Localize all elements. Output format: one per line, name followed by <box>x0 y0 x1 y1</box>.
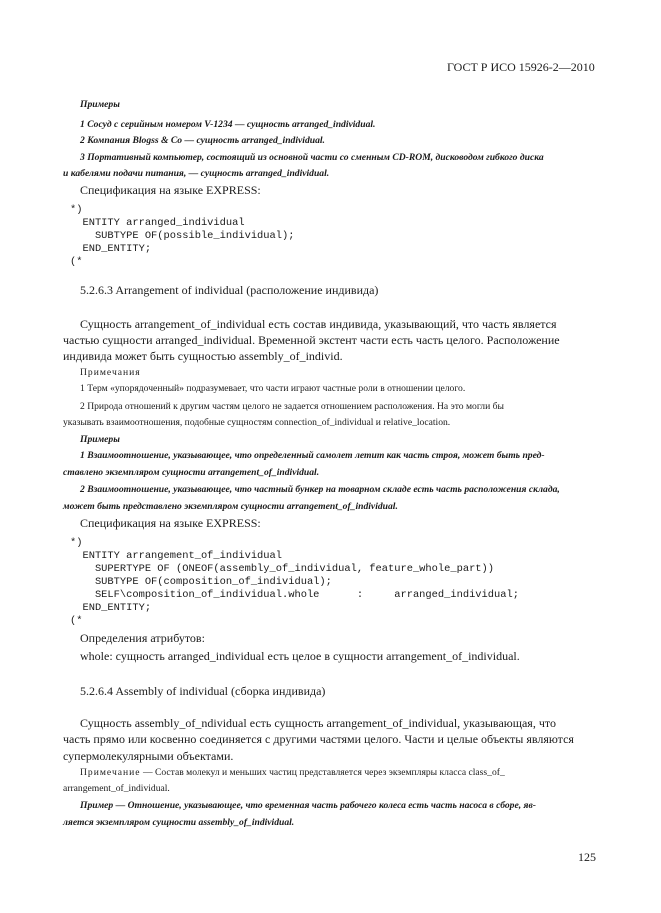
notes-heading: Примечания <box>80 367 141 378</box>
code-line: SUBTYPE OF(possible_individual); <box>70 230 295 242</box>
note-label: Примечание <box>80 767 141 778</box>
examples-heading: Примеры <box>80 99 120 110</box>
paragraph-line: Сущность arrangement_of_individual есть состав индивида, указывающий, что часть является <box>80 317 557 331</box>
example-item: 1 Взаимоотношение, указывающее, что определенный самолет летит как часть строя, может быть пред- <box>80 450 545 461</box>
example-item: и кабелями подачи питания, — сущность arranged_individual. <box>63 168 330 179</box>
code-line: SELF\composition_of_individual.whole : arranged_individual; <box>70 589 519 601</box>
express-spec-label: Спецификация на языке EXPRESS: <box>80 516 261 530</box>
code-line: END_ENTITY; <box>70 243 152 255</box>
section-heading: 5.2.6.3 Arrangement of individual (расположение индивида) <box>80 283 379 297</box>
note-item: 1 Терм «упорядоченный» подразумевает, что части играют частные роли в отношении целого. <box>80 383 466 394</box>
code-line: ENTITY arranged_individual <box>70 217 245 229</box>
paragraph-line: Сущность assembly_of_ndividual есть сущность arrangement_of_individual, указывающая, что <box>80 716 556 730</box>
example-item: 3 Портативный компьютер, состоящий из основной части со сменным CD-ROM, дисководом гибкого диска <box>80 152 544 163</box>
code-line: (* <box>70 615 83 627</box>
example-item: 2 Компания Blogss & Co — сущность arranged_individual. <box>80 135 325 146</box>
example-item: 2 Взаимоотношение, указывающее, что частный бункер на товарном складе есть часть расположения склада, <box>80 484 560 495</box>
example-item: 1 Сосуд с серийным номером V-1234 — сущность arranged_individual. <box>80 119 376 130</box>
attribute-definition: whole: сущность arranged_individual есть целое в сущности arrangement_of_individual. <box>80 649 520 663</box>
paragraph-line: индивида может быть сущностью assembly_of_individ. <box>63 349 343 363</box>
paragraph-line: часть прямо или косвенно соединяется с другими частями целого. Части и целые объекты являются <box>63 732 574 746</box>
example-item: может быть представлено экземпляром сущности arrangement_of_individual. <box>63 501 398 512</box>
note-item: 2 Природа отношений к другим частям целого не задается отношением расположения. На это могли бы <box>80 401 504 412</box>
section-heading: 5.2.6.4 Assembly of individual (сборка индивида) <box>80 684 326 698</box>
note-line: arrangement_of_individual. <box>63 783 170 794</box>
paragraph-line: супермолекулярными объектами. <box>63 749 234 763</box>
paragraph-line: частью сущности arranged_individual. Временной экстент части есть часть целого. Расположение <box>63 333 560 347</box>
express-spec-label: Спецификация на языке EXPRESS: <box>80 183 261 197</box>
code-line: END_ENTITY; <box>70 602 152 614</box>
attributes-label: Определения атрибутов: <box>80 631 205 645</box>
note-text: — Состав молекул и меньших частиц представляется через экземпляры класса class_of_ <box>140 767 505 778</box>
page-number: 125 <box>578 850 596 864</box>
note-line <box>80 766 505 780</box>
code-line: SUBTYPE OF(composition_of_individual); <box>70 576 332 588</box>
example-item: ляется экземпляром сущности assembly_of_individual. <box>63 817 295 828</box>
note-item: указывать взаимоотношения, подобные сущностям connection_of_individual и relative_location. <box>63 417 451 428</box>
code-line: *) <box>70 204 83 216</box>
code-line: (* <box>70 256 83 268</box>
example-item: Пример — Отношение, указывающее, что временная часть рабочего колеса есть часть насоса в сборе, яв- <box>80 800 536 811</box>
code-line: SUPERTYPE OF (ONEOF(assembly_of_individual, feature_whole_part)) <box>70 563 495 575</box>
code-line: *) <box>70 537 83 549</box>
examples-heading: Примеры <box>80 434 120 445</box>
example-item: ставлено экземпляром сущности arrangement_of_individual. <box>63 467 320 478</box>
standard-header: ГОСТ Р ИСО 15926-2—2010 <box>447 60 595 74</box>
code-line: ENTITY arrangement_of_individual <box>70 550 283 562</box>
